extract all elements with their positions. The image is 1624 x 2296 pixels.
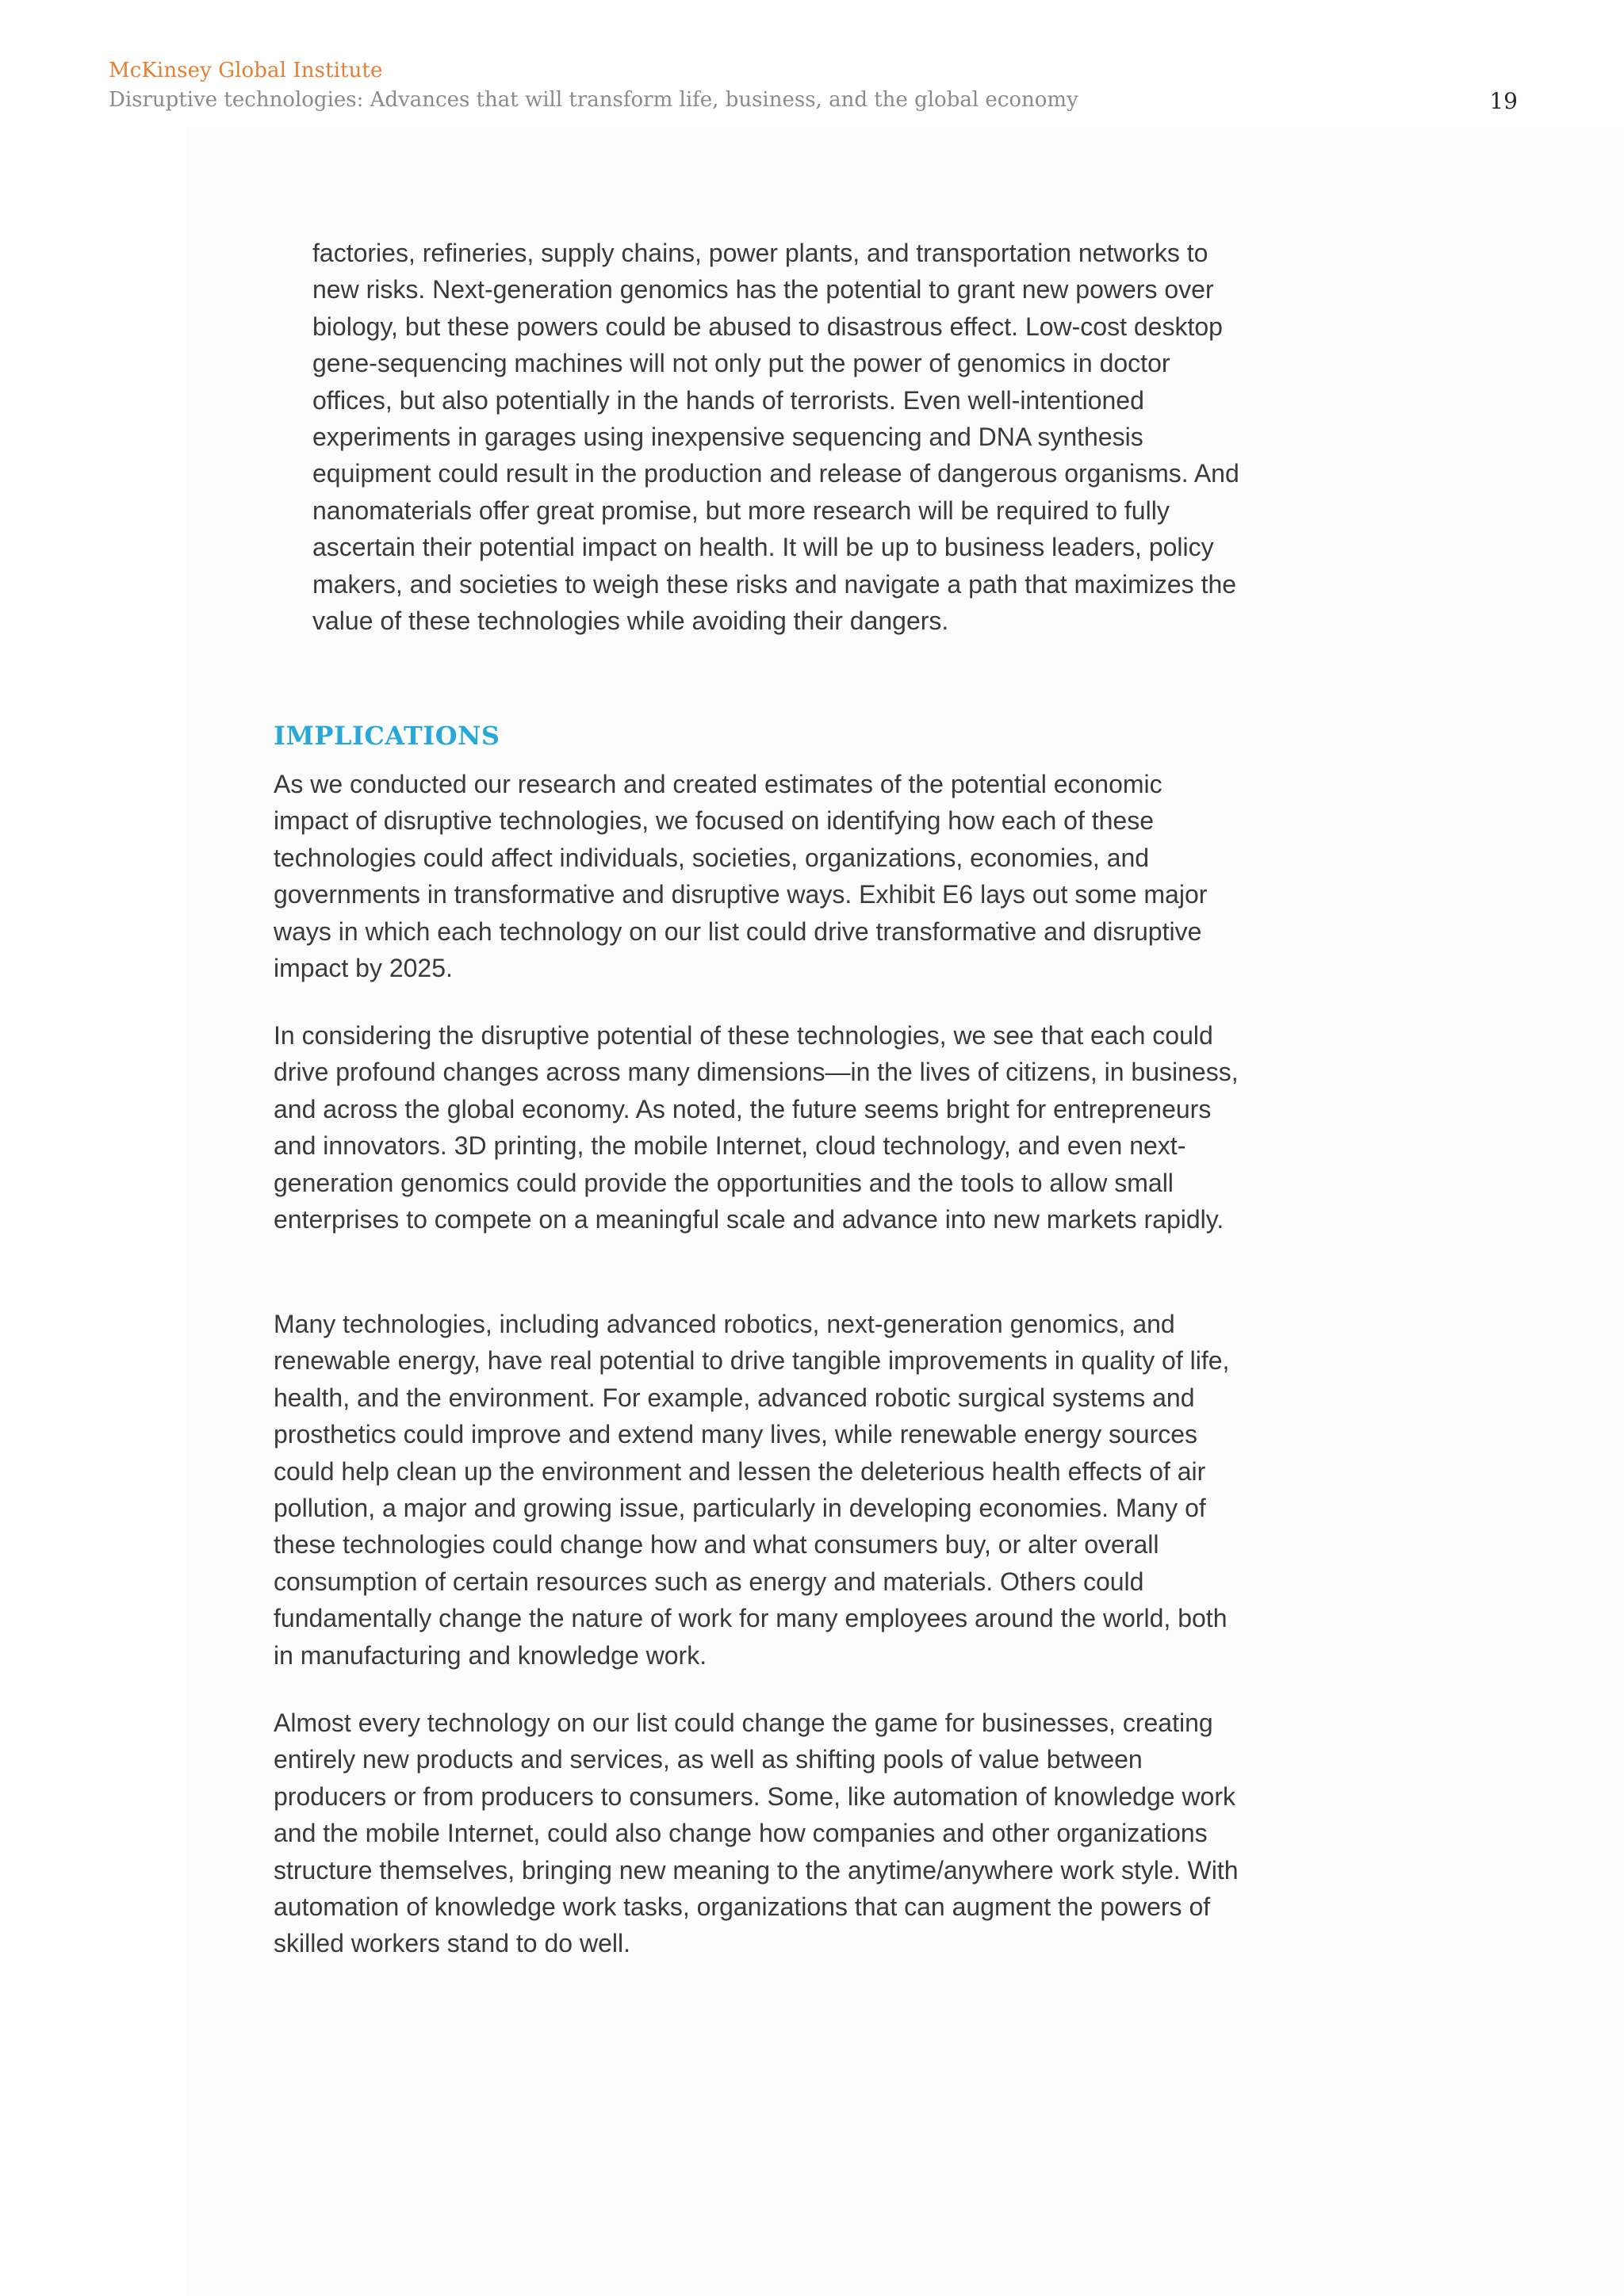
intro-paragraph: factories, refineries, supply chains, power plants, and transportation networks to new risks. Next-generation genomics has the potential to grant new powers over biology, but these powers could be abused to disastrous effect. Low-cost desktop gene-sequencing machines will not only put the power of genomics in doctor offices, but also potentially in the hands of terrorists. Even well-intentioned experiments in garages using inexpensive sequencing and DNA synthesis equipment could result in the production and release of dangerous organisms. And nanomaterials offer great promise, but more research will be required to fully ascertain their potential impact on health. It will be up to business leaders, policy makers, and societies to weigh these risks and navigate a path that maximizes the value of these technologies while avoiding their dangers. <box>312 239 1239 636</box>
body-paragraph: In considering the disruptive potential of these technologies, we see that each could drive profound changes across many dimensions—in the lives of citizens, in business, and across the global economy. As noted, the future seems bright for entrepreneurs and innovators. 3D printing, the mobile Internet, cloud technology, and even next-generation genomics could provide the opportunities and the tools to allow small enterprises to compete on a meaningful scale and advance into new markets rapidly. <box>274 1021 1239 1234</box>
body-paragraph: Almost every technology on our list could change the game for businesses, creating entirely new products and services, as well as shifting pools of value between producers or from producers to consumers. Some, like automation of knowledge work and the mobile Internet, could also change how companies and other organizations structure themselves, bringing new meaning to the anytime/anywhere work style. With automation of knowledge work tasks, organizations that can augment the powers of skilled workers stand to do well. <box>274 1709 1239 1958</box>
header-brand: McKinsey Global Institute <box>109 59 383 82</box>
body-paragraph: Many technologies, including advanced robotics, next-generation genomics, and renewable energy, have real potential to drive tangible improvements in quality of life, health, and the environment. For example, advanced robotic surgical systems and prosthetics could improve and extend many lives, while renewable energy sources could help clean up the environment and lessen the deleterious health effects of air pollution, a major and growing issue, particularly in developing economies. Many of these technologies could change how and what consumers buy, or alter overall consumption of certain resources such as energy and materials. Others could fundamentally change the nature of work for many employees around the world, both in manufacturing and knowledge work. <box>274 1310 1230 1670</box>
header-subtitle: Disruptive technologies: Advances that will transform life, business, and the global economy <box>109 88 1078 112</box>
section-heading: IMPLICATIONS <box>274 721 500 751</box>
page-number: 19 <box>1489 88 1518 114</box>
body-paragraph: As we conducted our research and created estimates of the potential economic impact of disruptive technologies, we focused on identifying how each of these technologies could affect individuals, societies, organizations, economies, and governments in transformative and disruptive ways. Exhibit E6 lays out some major ways in which each technology on our list could drive transformative and disruptive impact by 2025. <box>274 770 1208 983</box>
